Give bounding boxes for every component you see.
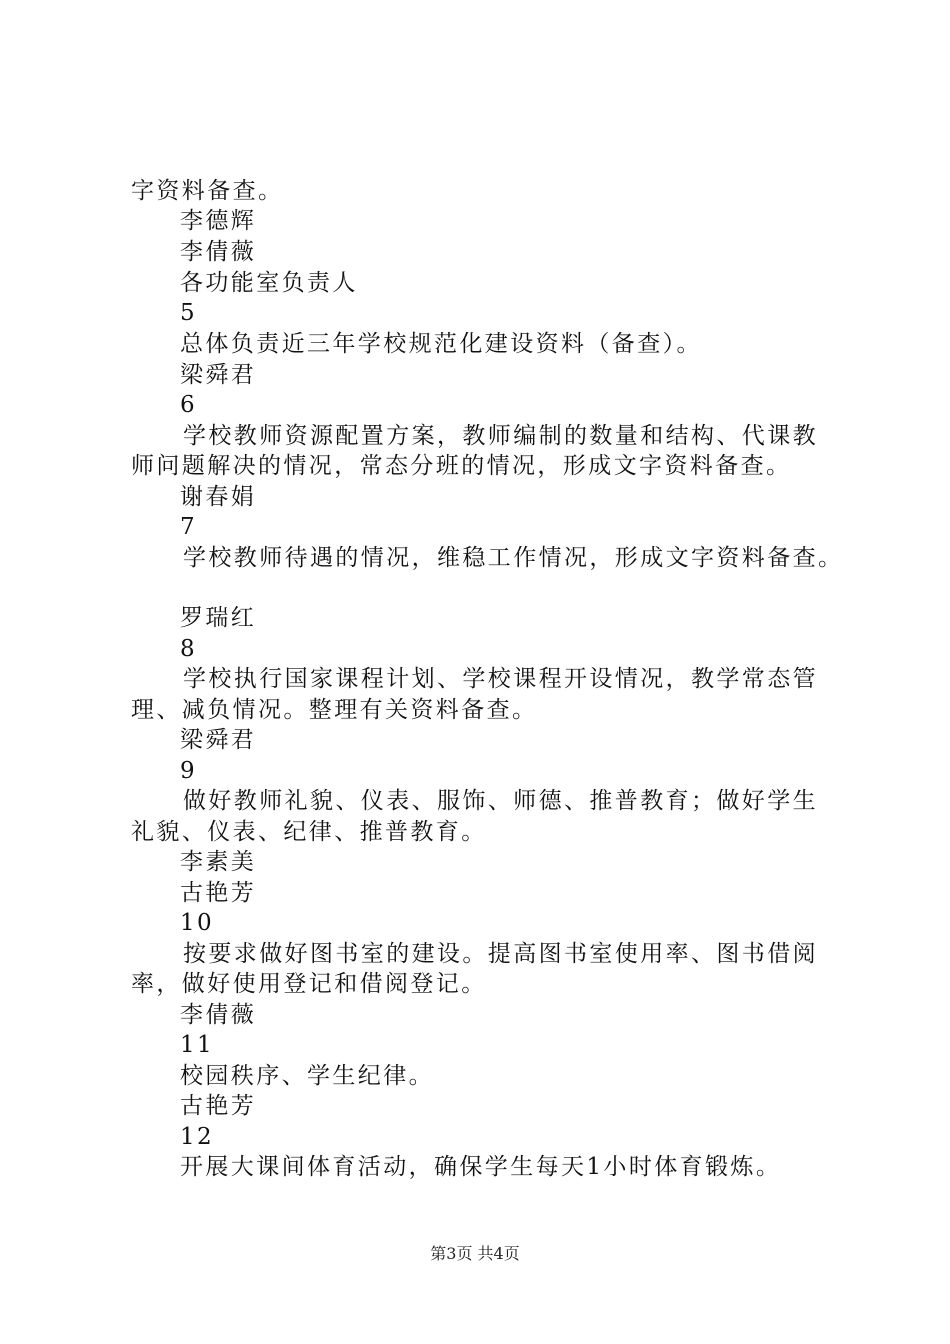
text-line: 学校教师资源配置方案，教师编制的数量和结构、代课教 — [183, 423, 818, 449]
text-line: 总体负责近三年学校规范化建设资料（备查）。 — [180, 331, 702, 357]
text-line: 9 — [180, 758, 198, 784]
text-line: 李素美 — [180, 849, 257, 875]
text-line: 8 — [180, 636, 198, 662]
text-line: 谢春娟 — [180, 484, 257, 510]
text-line: 李德辉 — [180, 208, 257, 234]
text-line: 字资料备查。 — [131, 178, 284, 204]
text-line: 5 — [180, 300, 198, 326]
text-line: 礼貌、仪表、纪律、推普教育。 — [131, 819, 487, 845]
text-line: 7 — [180, 514, 198, 540]
text-line: 率，做好使用登记和借阅登记。 — [131, 971, 487, 997]
text-line: 李倩薇 — [180, 1002, 257, 1028]
text-line: 梁舜君 — [180, 727, 257, 753]
text-line: 按要求做好图书室的建设。提高图书室使用率、图书借阅 — [183, 941, 818, 967]
text-line: 古艳芳 — [180, 880, 257, 906]
text-line: 李倩薇 — [180, 239, 257, 265]
page-footer: 第3页 共4页 — [430, 1244, 520, 1263]
text-line: 师问题解决的情况，常态分班的情况，形成文字资料备查。 — [131, 453, 792, 479]
text-line: 开展大课间体育活动，确保学生每天1小时体育锻炼。 — [180, 1154, 782, 1180]
text-line: 10 — [180, 910, 215, 936]
text-line: 11 — [180, 1032, 215, 1058]
text-line: 理、减负情况。整理有关资料备查。 — [131, 697, 538, 723]
text-line: 做好教师礼貌、仪表、服饰、师德、推普教育；做好学生 — [183, 788, 818, 814]
text-line: 各功能室负责人 — [180, 270, 358, 296]
text-line: 古艳芳 — [180, 1093, 257, 1119]
text-line: 罗瑞红 — [180, 605, 257, 631]
text-line: 梁舜君 — [180, 362, 257, 388]
text-line: 12 — [180, 1124, 215, 1150]
text-line: 学校执行国家课程计划、学校课程开设情况，教学常态管 — [183, 666, 818, 692]
text-line: 校园秩序、学生纪律。 — [180, 1063, 434, 1089]
text-line: 6 — [180, 392, 198, 418]
text-line: 学校教师待遇的情况，维稳工作情况，形成文字资料备查。 — [183, 545, 844, 571]
